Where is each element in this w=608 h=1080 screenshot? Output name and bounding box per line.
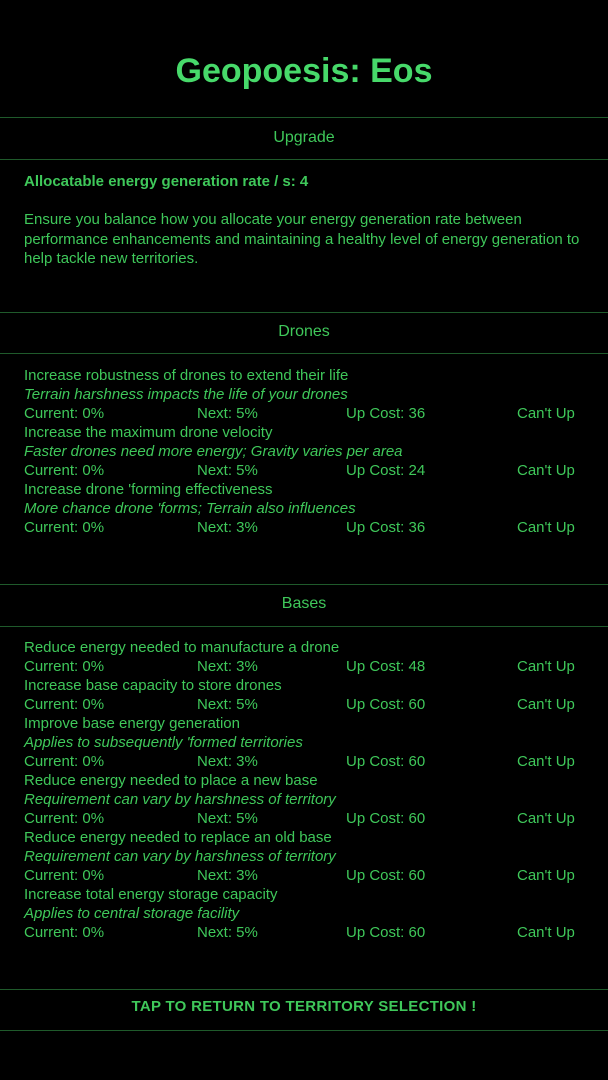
upgrade-row [24,866,590,885]
upgrade-row [24,923,590,942]
upgrade-subtitle: Applies to central storage facility [24,905,240,922]
up-cost: Up Cost: 60 [346,924,426,941]
next-value: Next: 3% [197,753,258,770]
upgrade-button[interactable]: Can't Up [517,810,575,827]
upgrade-button[interactable]: Can't Up [517,405,575,422]
upgrade-button[interactable]: Can't Up [517,924,575,941]
upgrade-title: Increase base capacity to store drones [24,677,282,694]
upgrade-section [24,172,590,269]
upgrade-button[interactable]: Can't Up [517,753,575,770]
energy-rate-label: Allocatable energy generation rate / s: 4 [24,173,309,190]
drones-heading: Drones [278,323,330,340]
up-cost: Up Cost: 60 [346,867,426,884]
current-value: Current: 0% [24,519,105,536]
bases-list [24,638,590,942]
next-value: Next: 5% [197,405,258,422]
upgrade-row [24,809,590,828]
next-value: Next: 3% [197,658,258,675]
current-value: Current: 0% [24,658,105,675]
up-cost: Up Cost: 60 [346,696,426,713]
current-value: Current: 0% [24,753,105,770]
up-cost: Up Cost: 36 [346,405,426,422]
current-value: Current: 0% [24,867,105,884]
upgrade-heading: Upgrade [273,129,335,146]
divider [0,353,608,354]
upgrade-row [24,461,590,480]
upgrade-row [24,518,590,537]
next-value: Next: 5% [197,696,258,713]
up-cost: Up Cost: 48 [346,658,426,675]
divider [0,989,608,990]
return-to-territory-button[interactable]: TAP TO RETURN TO TERRITORY SELECTION ! [131,998,477,1015]
divider [0,117,608,118]
upgrade-title: Increase total energy storage capacity [24,886,278,903]
upgrade-button[interactable]: Can't Up [517,658,575,675]
divider [0,626,608,627]
upgrade-subtitle: Requirement can vary by harshness of territory [24,848,336,865]
upgrade-button[interactable]: Can't Up [517,519,575,536]
upgrade-subtitle: Faster drones need more energy; Gravity varies per area [24,443,403,460]
upgrade-row [24,404,590,423]
next-value: Next: 3% [197,867,258,884]
upgrade-subtitle: Applies to subsequently 'formed territories [24,734,303,751]
upgrade-subtitle: More chance drone 'forms; Terrain also influences [24,500,356,517]
upgrade-subtitle: Requirement can vary by harshness of territory [24,791,336,808]
upgrade-button[interactable]: Can't Up [517,867,575,884]
bases-heading: Bases [281,595,327,612]
upgrade-row [24,657,590,676]
current-value: Current: 0% [24,924,105,941]
next-value: Next: 3% [197,519,258,536]
upgrade-title: Increase drone 'forming effectiveness [24,481,273,498]
divider [0,312,608,313]
upgrade-button[interactable]: Can't Up [517,462,575,479]
up-cost: Up Cost: 24 [346,462,426,479]
up-cost: Up Cost: 36 [346,519,426,536]
divider [0,1030,608,1031]
page-title: Geopoesis: Eos [175,52,433,90]
divider [0,159,608,160]
upgrade-row [24,752,590,771]
current-value: Current: 0% [24,696,105,713]
next-value: Next: 5% [197,462,258,479]
upgrade-title: Increase the maximum drone velocity [24,424,273,441]
upgrade-description: Ensure you balance how you allocate your energy generation rate between performance enhancements and maintaining a healthy level of energy generation to help tackle new territories. [24,211,580,267]
divider [0,584,608,585]
upgrade-title: Improve base energy generation [24,715,240,732]
current-value: Current: 0% [24,462,105,479]
upgrade-title: Reduce energy needed to place a new base [24,772,318,789]
upgrade-title: Reduce energy needed to replace an old base [24,829,332,846]
upgrade-subtitle: Terrain harshness impacts the life of your drones [24,386,348,403]
upgrade-button[interactable]: Can't Up [517,696,575,713]
next-value: Next: 5% [197,810,258,827]
next-value: Next: 5% [197,924,258,941]
up-cost: Up Cost: 60 [346,810,426,827]
up-cost: Up Cost: 60 [346,753,426,770]
upgrade-title: Reduce energy needed to manufacture a drone [24,639,340,656]
upgrade-row [24,695,590,714]
drones-list [24,366,590,537]
upgrade-title: Increase robustness of drones to extend their life [24,367,349,384]
current-value: Current: 0% [24,810,105,827]
current-value: Current: 0% [24,405,105,422]
